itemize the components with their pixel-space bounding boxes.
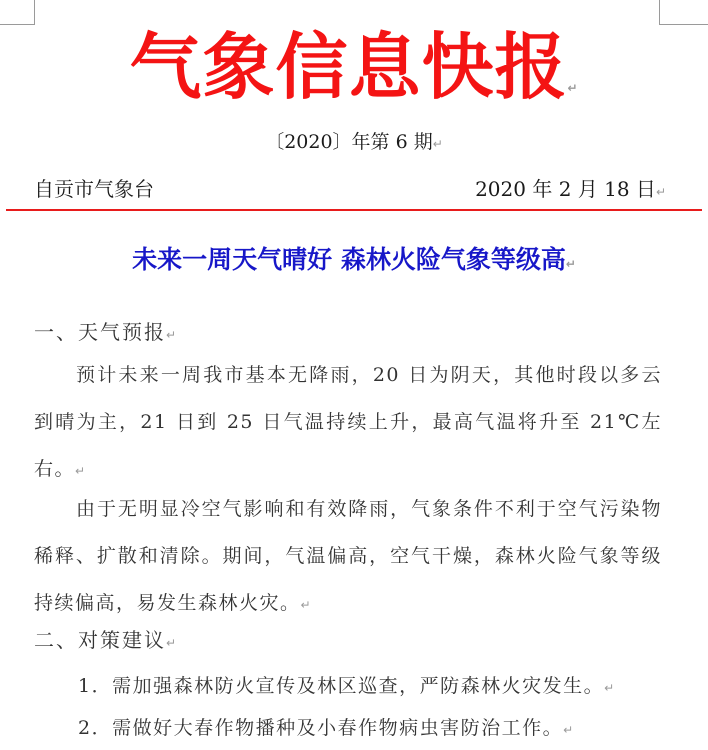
issue-number xyxy=(0,128,708,158)
paragraph-mark: ↵ xyxy=(565,257,576,271)
red-divider xyxy=(6,209,702,211)
advice-item-2 xyxy=(78,708,575,750)
bulletin-title xyxy=(0,22,708,133)
paragraph-mark: ↵ xyxy=(604,681,616,695)
paragraph-mark: ↵ xyxy=(75,464,87,478)
forecast-paragraph-2-text: 由于无明显冷空气影响和有效降雨，气象条件不利于空气污染物稀释、扩散和清除。期间，气温偏高，空气干燥，森林火险气象等级持续偏高，易发生森林火灾。 xyxy=(34,498,662,614)
issue-number-text: 〔2020〕年第 6 期 xyxy=(265,131,433,153)
section-heading-advice xyxy=(34,620,178,663)
headline xyxy=(0,240,708,284)
bulletin-title-text: 气象信息快报 xyxy=(129,25,568,109)
advice-item-1 xyxy=(78,666,616,708)
issuer: 自贡市气象台 xyxy=(34,177,154,201)
paragraph-mark: ↵ xyxy=(166,636,179,650)
forecast-paragraph-2 xyxy=(34,486,662,629)
publish-date-text: 2020 年 2 月 18 日 xyxy=(475,177,656,201)
paragraph-mark: ↵ xyxy=(563,723,575,737)
advice-item-2-text: 2．需做好大春作物播种及小春作物病虫害防治工作。 xyxy=(78,717,564,739)
paragraph-mark: ↵ xyxy=(166,328,179,342)
headline-text: 未来一周天气晴好 森林火险气象等级高 xyxy=(132,245,566,274)
paragraph-mark: ↵ xyxy=(655,185,666,199)
advice-item-1-text: 1．需加强森林防火宣传及林区巡查，严防森林火灾发生。 xyxy=(78,675,605,697)
forecast-paragraph-1-text: 预计未来一周我市基本无降雨，20 日为阴天，其他时段以多云到晴为主，21 日到 25 日气温持续上升，最高气温将升至 21℃左右。 xyxy=(34,364,662,480)
publish-date xyxy=(475,174,666,207)
paragraph-mark: ↵ xyxy=(300,598,313,612)
paragraph-mark: ↵ xyxy=(567,81,579,95)
paragraph-mark: ↵ xyxy=(432,137,443,151)
forecast-paragraph-1 xyxy=(34,352,662,495)
section-heading-forecast-text: 一、天气预报 xyxy=(34,320,166,344)
section-heading-forecast xyxy=(34,312,178,355)
section-heading-advice-text: 二、对策建议 xyxy=(34,628,166,652)
